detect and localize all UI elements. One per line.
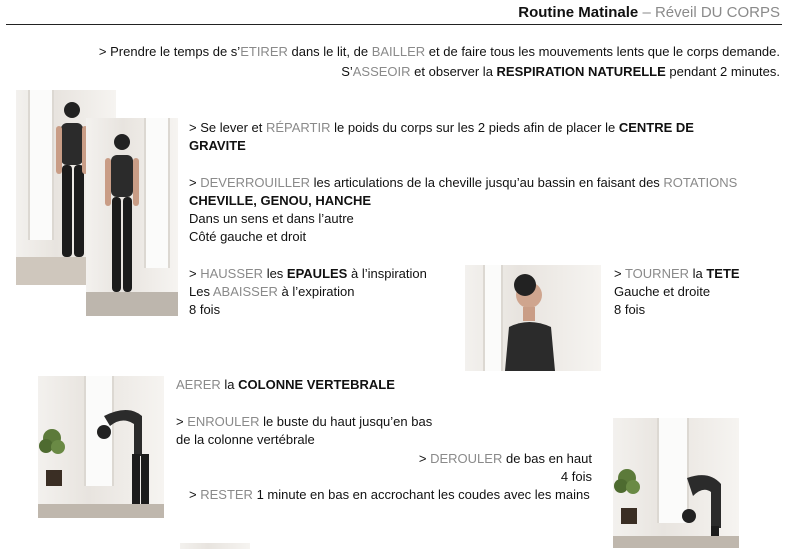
stand-keyword-centre: CENTRE DE: [618, 120, 694, 135]
spine-keyword-rester: RESTER: [200, 487, 253, 502]
plant-and-woman-folded: [613, 418, 739, 548]
shoulders-keyword-hausser: HAUSSER: [200, 266, 264, 281]
intro-text: et observer la: [410, 64, 497, 79]
joints-line-4: Côté gauche et droit: [189, 229, 307, 244]
photo-forward-bend-1: [38, 376, 164, 518]
shoulders-keyword-abaisser: ABAISSER: [212, 284, 278, 299]
intro-keyword-bailler: BAILLER: [371, 44, 426, 59]
stand-line-2: GRAVITE: [189, 138, 246, 153]
head-line-3: 8 fois: [614, 302, 646, 317]
stand-keyword-repartir: RÉPARTIR: [265, 120, 331, 135]
spine-line-4: 4 fois: [560, 469, 592, 484]
page-title: Routine Matinale: [518, 4, 639, 21]
stand-text: > Se lever et: [189, 120, 266, 135]
spine-heading: [176, 376, 395, 394]
spine-text: la: [220, 377, 239, 392]
photo-forward-bend-2: [613, 418, 739, 548]
spine-keyword-enrouler: ENROULER: [187, 414, 260, 429]
head-keyword-tete: TETE: [706, 266, 740, 281]
photo-head-turn: [465, 265, 601, 371]
joints-keyword-rotations: ROTATIONS: [663, 175, 738, 190]
photo-partial-bottom: [180, 543, 250, 549]
head-line-1: [614, 265, 740, 283]
shoulders-line-3: 8 fois: [189, 302, 221, 317]
header-rule: [6, 24, 782, 25]
intro-text: S’: [341, 64, 353, 79]
spine-keyword-aerer: AERER: [176, 377, 221, 392]
spine-keyword-derouler: DEROULER: [430, 451, 503, 466]
joints-keyword-deverrouiller: DEVERROUILLER: [200, 175, 311, 190]
joints-line-1: [189, 174, 737, 192]
head-line-2: Gauche et droite: [614, 284, 711, 299]
page-subtitle: Réveil DU CORPS: [654, 4, 780, 21]
intro-text: > Prendre le temps de s’: [98, 44, 241, 59]
woman-standing-figure: [86, 118, 178, 316]
page-header: [518, 4, 780, 21]
intro-keyword-etirer: ETIRER: [240, 44, 288, 59]
spine-line-3: [419, 450, 592, 468]
spine-text: >: [176, 414, 188, 429]
spine-text: 1 minute en bas en accrochant les coudes avec les mains: [252, 487, 590, 502]
shoulders-text: >: [189, 266, 201, 281]
intro-keyword-asseoir: ASSEOIR: [352, 64, 411, 79]
joints-line-3: Dans un sens et dans l’autre: [189, 211, 354, 226]
shoulders-text: les: [263, 266, 287, 281]
intro-text: dans le lit, de: [287, 44, 372, 59]
shoulders-line-2: [189, 283, 355, 301]
stand-line-1: [189, 119, 694, 137]
title-dash: –: [638, 4, 655, 21]
shoulders-keyword-epaules: EPAULES: [286, 266, 348, 281]
joints-text: les articulations de la cheville jusqu’au bassin en faisant des: [310, 175, 664, 190]
shoulders-text: à l’inspiration: [347, 266, 427, 281]
head-keyword-tourner: TOURNER: [624, 266, 690, 281]
shoulders-text: Les: [189, 284, 213, 299]
spine-text: de bas en haut: [502, 451, 592, 466]
woman-portrait-figure: [465, 265, 601, 371]
stand-text: le poids du corps sur les 2 pieds afin de placer le: [330, 120, 619, 135]
spine-line-2: de la colonne vertébrale: [176, 432, 315, 447]
spine-text: >: [189, 487, 201, 502]
head-text: la: [689, 266, 707, 281]
intro-text: et de faire tous les mouvements lents que le corps demande.: [425, 44, 780, 59]
photo-standing-2: [86, 118, 178, 316]
intro-line-1: [99, 43, 780, 61]
spine-line-5: [189, 486, 590, 504]
intro-text: pendant 2 minutes.: [665, 64, 780, 79]
intro-keyword-respiration: RESPIRATION NATURELLE: [496, 64, 666, 79]
joints-line-2: CHEVILLE, GENOU, HANCHE: [189, 193, 372, 208]
shoulders-text: à l’expiration: [277, 284, 355, 299]
spine-text: >: [418, 451, 431, 466]
shoulders-line-1: [189, 265, 427, 283]
plant-and-woman-bending: [38, 376, 164, 518]
intro-line-2: [341, 63, 780, 81]
joints-text: >: [189, 175, 201, 190]
spine-keyword-colonne: COLONNE VERTEBRALE: [238, 377, 395, 392]
spine-line-1: [176, 413, 432, 431]
spine-text: le buste du haut jusqu’en bas: [259, 414, 433, 429]
head-text: >: [614, 266, 625, 281]
